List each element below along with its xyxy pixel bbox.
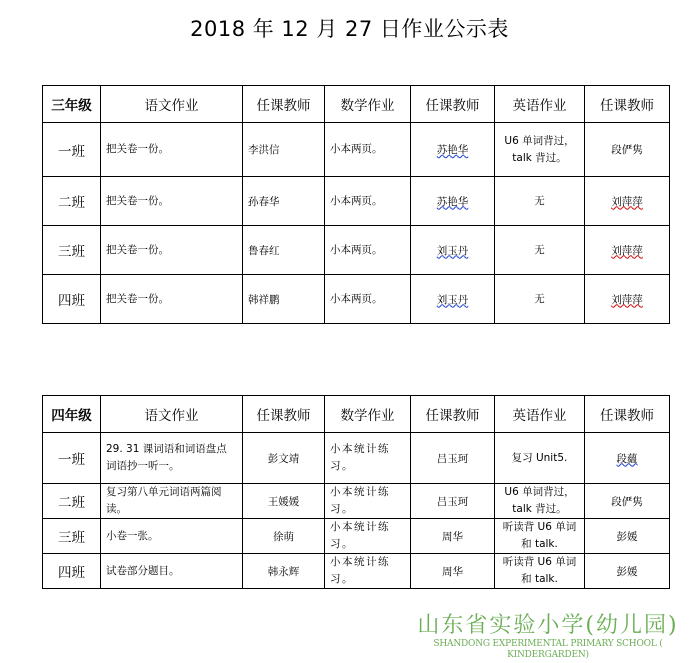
math-teacher-cell: 吕玉珂	[411, 484, 495, 519]
header-english: 英语作业	[495, 86, 585, 123]
chinese-teacher-cell: 韩永辉	[243, 554, 325, 589]
table-row	[43, 226, 670, 275]
teacher-name: 刘玉丹	[436, 293, 469, 306]
chinese-task-cell: 复习第八单元词语两篇阅读。	[101, 484, 243, 519]
math-task-cell: 小本统计练习。	[325, 484, 411, 519]
math-task-cell: 小本两页。	[325, 123, 411, 177]
math-task-cell: 小本两页。	[325, 177, 411, 226]
header-teacher: 任课教师	[585, 86, 670, 123]
math-teacher-cell	[411, 123, 495, 177]
english-task-cell: 无	[495, 275, 585, 324]
chinese-task-cell: 29. 31 课词语和词语盘点词语抄一听一。	[101, 433, 243, 484]
math-task-cell: 小本统计练习。	[325, 519, 411, 554]
teacher-name: 苏艳华	[436, 195, 469, 208]
english-task-cell: 复习 Unit5.	[495, 433, 585, 484]
class-cell: 四班	[43, 554, 101, 589]
header-english: 英语作业	[495, 396, 585, 433]
school-logo-chinese: 山东省实验小学(幼儿园)	[417, 613, 679, 638]
chinese-teacher-cell: 鲁春红	[243, 226, 325, 275]
table-row	[43, 554, 670, 589]
header-math: 数学作业	[325, 396, 411, 433]
english-teacher-cell	[585, 433, 670, 484]
math-teacher-cell: 吕玉珂	[411, 433, 495, 484]
math-task-cell: 小本两页。	[325, 226, 411, 275]
grade-label: 三年级	[43, 86, 101, 123]
english-teacher-cell	[585, 226, 670, 275]
english-task-cell: 听读背 U6 单词和 talk.	[495, 519, 585, 554]
header-teacher: 任课教师	[585, 396, 670, 433]
chinese-teacher-cell: 李洪信	[243, 123, 325, 177]
class-cell: 三班	[43, 226, 101, 275]
chinese-task-cell: 试卷部分题目。	[101, 554, 243, 589]
english-task-cell: U6 单词背过，talk 背过。	[495, 123, 585, 177]
table-row	[43, 123, 670, 177]
table-row	[43, 519, 670, 554]
chinese-task-cell: 把关卷一份。	[101, 226, 243, 275]
english-task-cell: 听读背 U6 单词和 talk.	[495, 554, 585, 589]
class-cell: 一班	[43, 123, 101, 177]
school-logo	[403, 613, 693, 661]
chinese-task-cell: 把关卷一份。	[101, 275, 243, 324]
english-teacher-cell	[585, 177, 670, 226]
math-task-cell: 小本统计练习。	[325, 554, 411, 589]
chinese-teacher-cell: 徐萌	[243, 519, 325, 554]
grade4-homework-table	[42, 395, 670, 589]
english-task-cell: 无	[495, 226, 585, 275]
english-task-cell: U6 单词背过，talk 背过。	[495, 484, 585, 519]
grade-label: 四年级	[43, 396, 101, 433]
header-teacher: 任课教师	[411, 396, 495, 433]
header-math: 数学作业	[325, 86, 411, 123]
class-cell: 二班	[43, 177, 101, 226]
math-teacher-cell	[411, 177, 495, 226]
math-teacher-cell: 周华	[411, 519, 495, 554]
english-teacher-cell: 彭媛	[585, 554, 670, 589]
chinese-teacher-cell: 韩祥鹏	[243, 275, 325, 324]
chinese-teacher-cell: 孙春华	[243, 177, 325, 226]
header-teacher: 任课教师	[243, 86, 325, 123]
header-teacher: 任课教师	[411, 86, 495, 123]
table-row	[43, 433, 670, 484]
table-row	[43, 275, 670, 324]
math-teacher-cell	[411, 226, 495, 275]
table-row	[43, 484, 670, 519]
class-cell: 二班	[43, 484, 101, 519]
chinese-task-cell: 小卷一张。	[101, 519, 243, 554]
teacher-name: 段蘊	[616, 452, 638, 465]
chinese-task-cell: 把关卷一份。	[101, 177, 243, 226]
teacher-name: 刘玉丹	[436, 244, 469, 257]
teacher-name: 刘萍萍	[611, 244, 643, 257]
grade3-homework-table	[42, 85, 670, 324]
chinese-teacher-cell: 王媛媛	[243, 484, 325, 519]
teacher-name: 刘萍萍	[611, 195, 643, 208]
teacher-name: 刘萍萍	[611, 293, 643, 306]
header-chinese: 语文作业	[101, 396, 243, 433]
table-header-row	[43, 86, 670, 123]
school-logo-english: SHANDONG EXPERIMENTAL PRIMARY SCHOOL ( KINDERGARDEN)	[433, 639, 663, 660]
header-chinese: 语文作业	[101, 86, 243, 123]
english-teacher-cell	[585, 275, 670, 324]
math-teacher-cell: 周华	[411, 554, 495, 589]
math-task-cell: 小本统计练习。	[325, 433, 411, 484]
english-task-cell: 无	[495, 177, 585, 226]
english-teacher-cell: 彭媛	[585, 519, 670, 554]
class-cell: 一班	[43, 433, 101, 484]
english-teacher-cell: 段俨隽	[585, 123, 670, 177]
table-header-row	[43, 396, 670, 433]
english-teacher-cell: 段俨隽	[585, 484, 670, 519]
math-task-cell: 小本两页。	[325, 275, 411, 324]
class-cell: 三班	[43, 519, 101, 554]
teacher-name: 苏艳华	[436, 144, 469, 156]
class-cell: 四班	[43, 275, 101, 324]
chinese-task-cell: 把关卷一份。	[101, 123, 243, 177]
table-row	[43, 177, 670, 226]
header-teacher: 任课教师	[243, 396, 325, 433]
math-teacher-cell	[411, 275, 495, 324]
chinese-teacher-cell: 彭文靖	[243, 433, 325, 484]
page-title: 2018 年 12 月 27 日作业公示表	[190, 17, 509, 41]
